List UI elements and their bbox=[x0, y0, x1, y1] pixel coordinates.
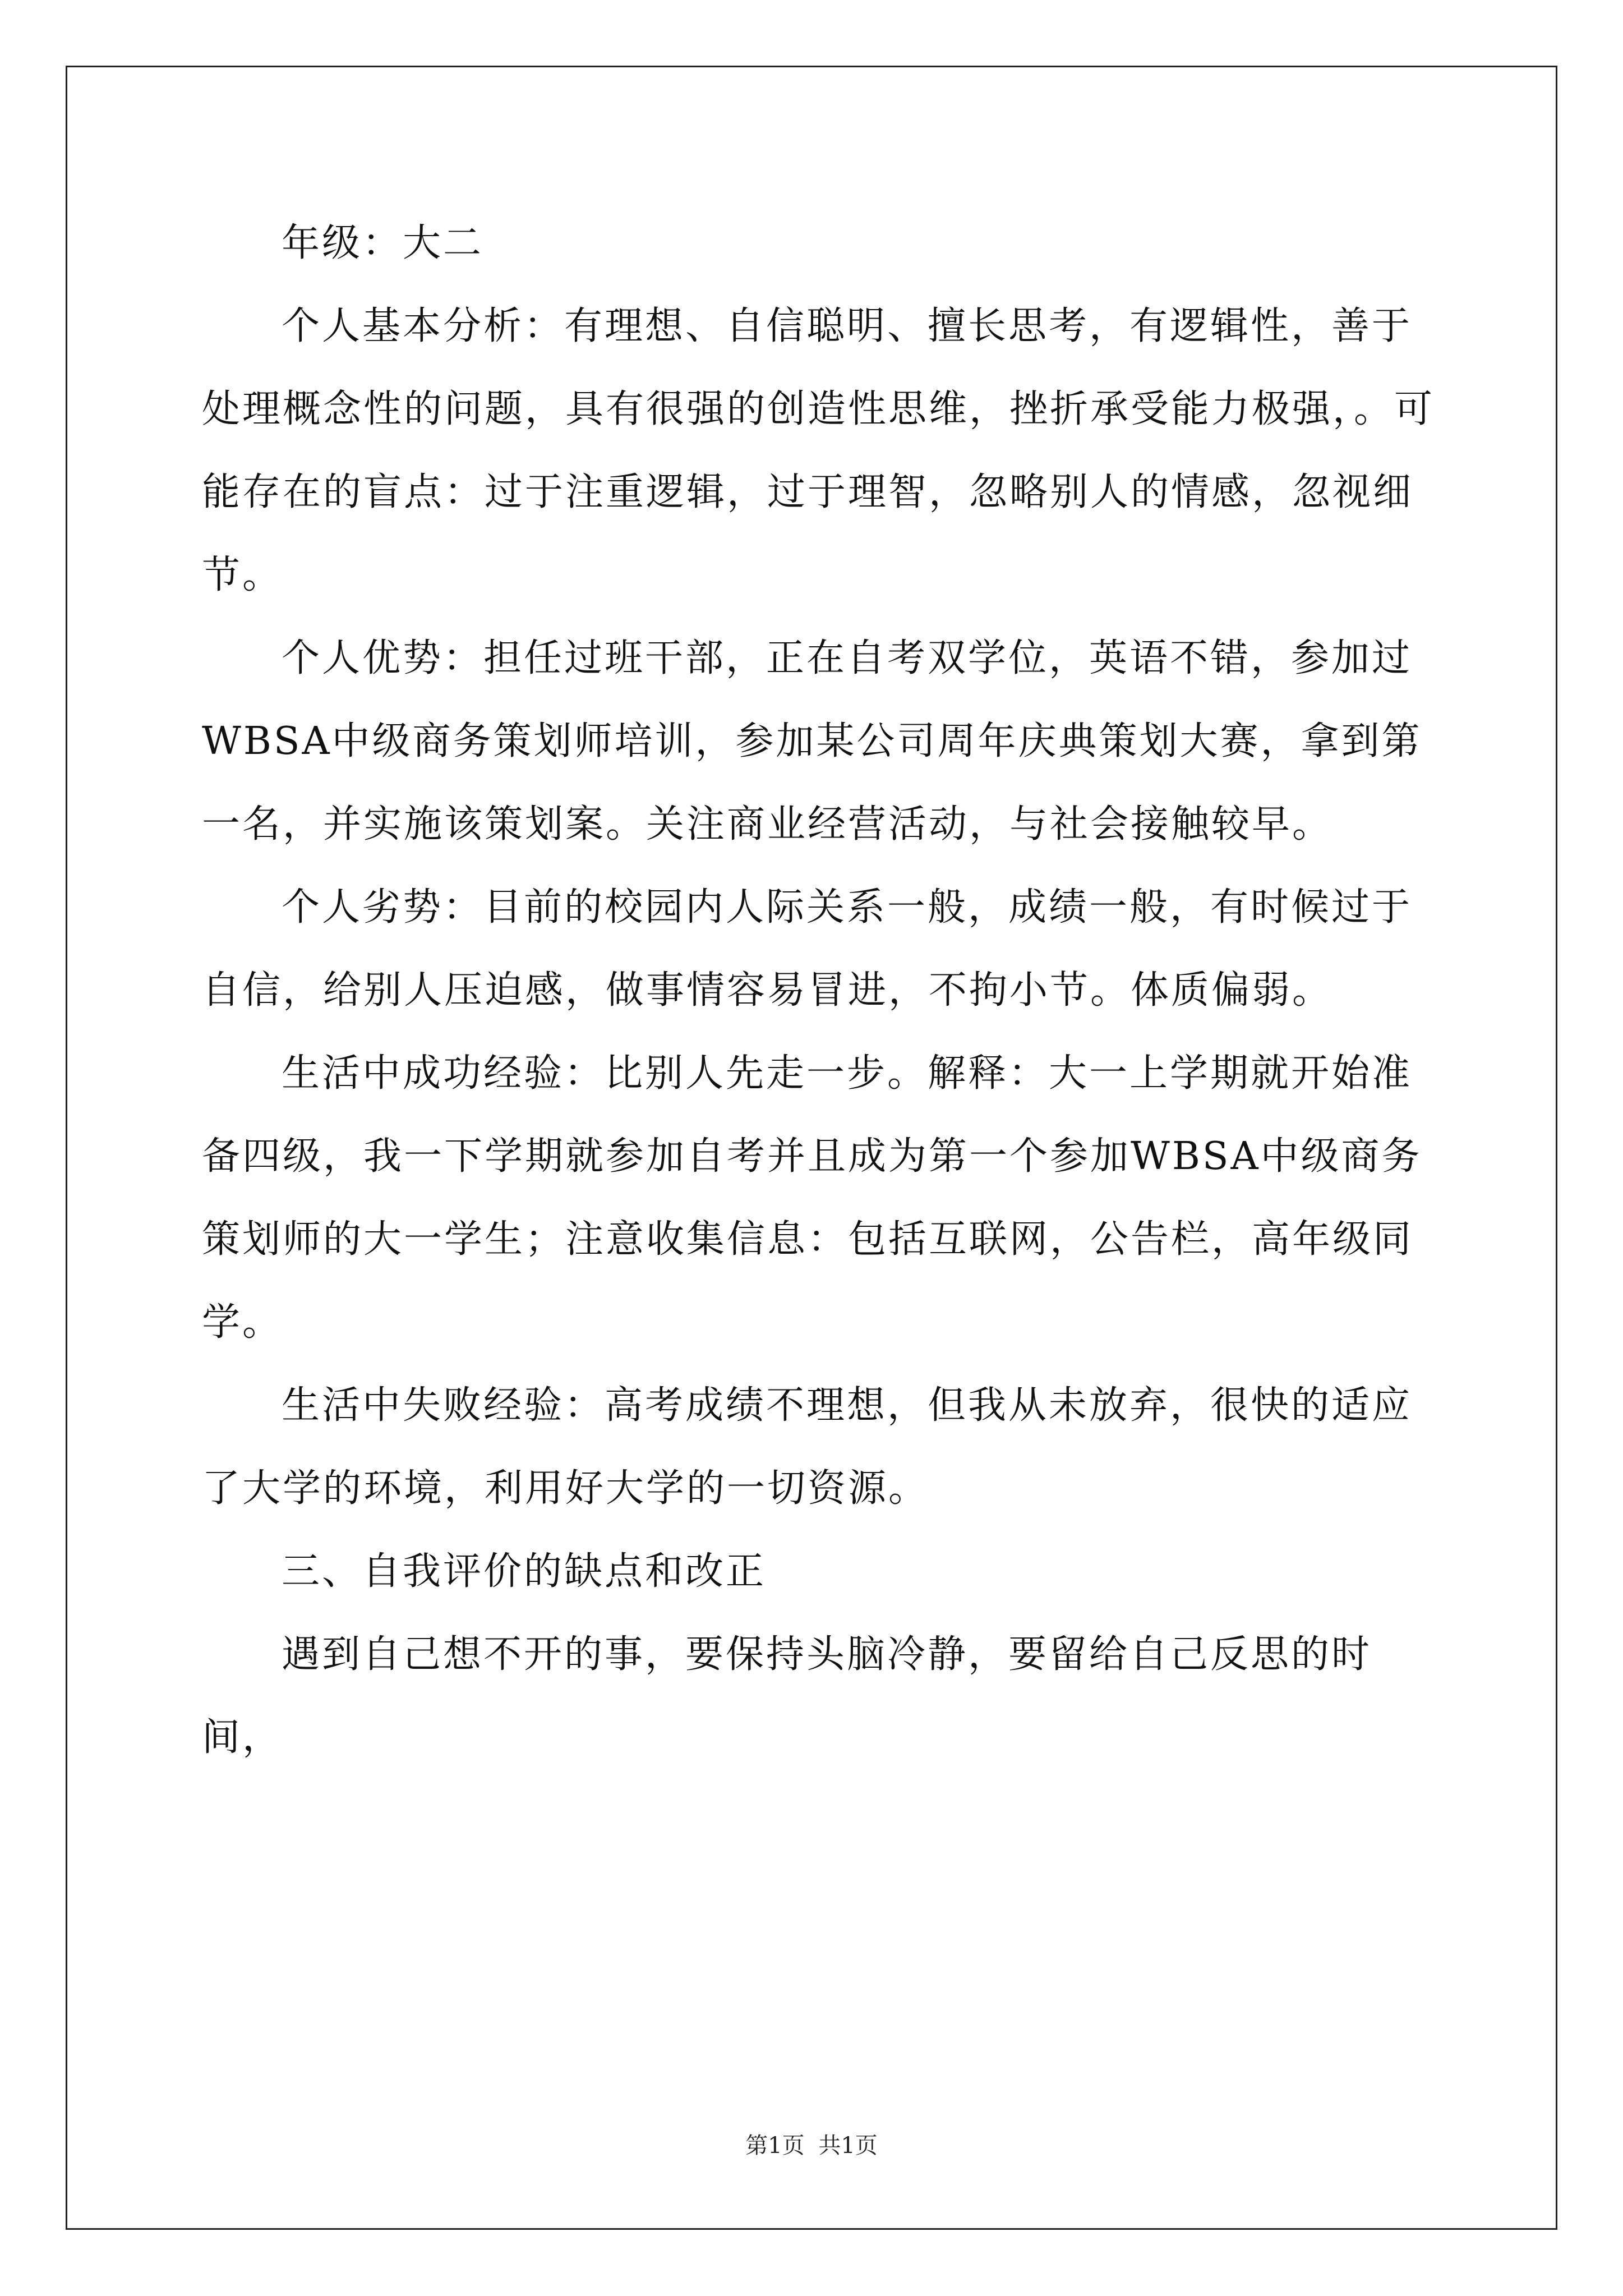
paragraph-success-experience: 生活中成功经验：比别人先走一步。解释：大一上学期就开始准备四级，我一下学期就参加自考并且成为第一个参加WBSA中级商务策划师的大一学生；注意收集信息：包括互联网，公告栏，高年级同学。 bbox=[202, 1051, 1422, 1345]
page-total: 共1页 bbox=[818, 2133, 878, 2159]
page-number: 第1页 bbox=[745, 2133, 805, 2159]
page-footer bbox=[0, 2132, 1623, 2160]
document-body bbox=[202, 202, 1436, 1779]
paragraph-strengths: 个人优势：担任过班干部，正在自考双学位，英语不错，参加过WBSA中级商务策划师培训，参加某公司周年庆典策划大赛，拿到第一名，并实施该策划案。关注商业经营活动，与社会接触较早。 bbox=[202, 636, 1422, 846]
paragraph-basic-analysis: 个人基本分析：有理想、自信聪明、擅长思考，有逻辑性，善于处理概念性的问题，具有很强的创造性思维，挫折承受能力极强，。可能存在的盲点：过于注重逻辑，过于理智，忽略别人的情感，忽视细节。 bbox=[202, 304, 1435, 597]
paragraph-failure-experience: 生活中失败经验：高考成绩不理想，但我从未放弃，很快的适应了大学的环境，利用好大学的一切资源。 bbox=[202, 1383, 1413, 1511]
paragraph-weaknesses: 个人劣势：目前的校园内人际关系一般，成绩一般，有时候过于自信，给别人压迫感，做事情容易冒进，不拘小节。体质偏弱。 bbox=[202, 885, 1413, 1013]
paragraph-improvement: 遇到自己想不开的事，要保持头脑冷静，要留给自己反思的时间， bbox=[202, 1632, 1372, 1760]
paragraph-grade: 年级：大二 bbox=[282, 221, 484, 265]
section-heading-self-evaluation: 三、自我评价的缺点和改正 bbox=[282, 1549, 767, 1594]
